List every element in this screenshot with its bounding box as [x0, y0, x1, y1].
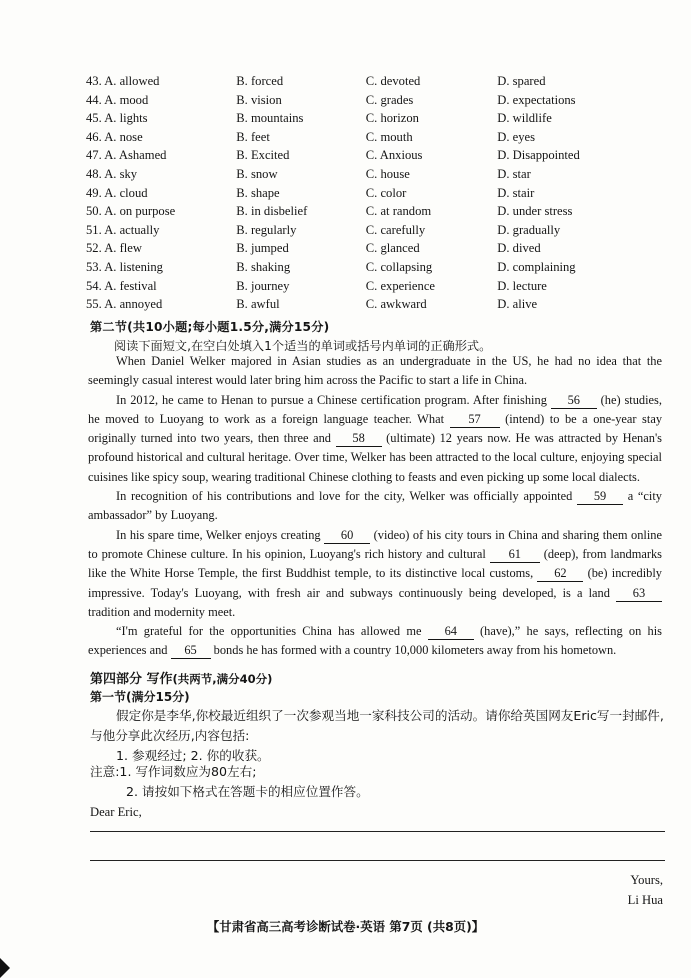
- option-item: D. gradually: [497, 222, 561, 237]
- option-item: 53. A. listening: [86, 259, 163, 274]
- cloze-passage: [88, 352, 662, 661]
- option-item: 45. A. lights: [86, 111, 148, 126]
- option-item: B. jumped: [236, 241, 289, 256]
- answer-options-table: [86, 72, 606, 314]
- blank-64: 64: [428, 624, 474, 640]
- writing-note-1: 注意:1. 写作词数应为80左右;: [90, 764, 257, 779]
- option-item: C. awkward: [365, 297, 427, 312]
- option-item: D. Disappointed: [497, 148, 580, 163]
- blank-58: 58: [336, 431, 382, 447]
- option-item: D. under stress: [497, 204, 573, 219]
- option-item: 44. A. mood: [86, 92, 149, 107]
- option-item: C. color: [365, 185, 407, 200]
- corner-registration-mark: [0, 958, 10, 978]
- section2-heading: 第二节(共10小题;每小题1.5分,满分15分): [90, 320, 330, 334]
- option-item: C. Anxious: [365, 148, 423, 163]
- option-item: 55. A. annoyed: [86, 297, 163, 312]
- option-item: 54. A. festival: [86, 278, 157, 293]
- passage-paragraph-2: In 2012, he came to Henan to pursue a Chinese certification program. After finishing 56 (he) studies, he moved to Luoyang to work as a foreign language teacher. What 57 (intend) to be a one-year stay originally turned into two years, then three and 58 (ultimate) 12 years now. He was attracted by Henan's profound historical and cultural heritage. Over time, Welker has been attracted to the local culture, enjoying special cuisines like spicy soup, wearing traditional Chinese clothing to feasts and even picking up some local dialects.: [88, 392, 663, 484]
- option-row: [86, 165, 606, 184]
- option-item: B. journey: [236, 278, 290, 293]
- passage-paragraph-3: In recognition of his contributions and love for the city, Welker was officially appointed 59 a “city ambassador” by Luoyang.: [88, 489, 663, 523]
- letter-greeting: Dear Eric,: [90, 805, 142, 819]
- option-item: B. vision: [236, 92, 282, 107]
- letter-closing: Yours,: [630, 873, 663, 887]
- option-item: B. Excited: [236, 148, 290, 163]
- blank-61: 61: [490, 547, 540, 563]
- blank-65: 65: [171, 643, 211, 659]
- option-item: C. at random: [365, 204, 432, 219]
- writing-task-prompt: 假定你是李华,你校最近组织了一次参观当地一家科技公司的活动。请你给英国网友Eric写一封邮件,与他分享此次经历,内容包括:: [90, 708, 664, 743]
- option-row: [86, 146, 606, 165]
- option-item: 52. A. flew: [86, 241, 142, 256]
- option-row: [86, 109, 606, 128]
- writing-task-points: 1. 参观经过; 2. 你的收获。: [116, 748, 270, 763]
- option-row: [86, 239, 606, 258]
- option-item: D. eyes: [497, 129, 536, 144]
- option-item: 46. A. nose: [86, 129, 143, 144]
- option-item: C. glanced: [365, 241, 420, 256]
- option-item: D. star: [497, 166, 531, 181]
- writing-task: [90, 706, 665, 766]
- part4-heading: [90, 668, 272, 687]
- option-item: D. dived: [497, 241, 541, 256]
- option-item: B. mountains: [236, 111, 304, 126]
- option-item: B. awful: [236, 297, 280, 312]
- option-item: B. in disbelief: [236, 204, 308, 219]
- option-item: D. complaining: [497, 259, 576, 274]
- answer-line: [90, 831, 665, 832]
- option-item: 48. A. sky: [86, 166, 138, 181]
- option-item: 47. A. Ashamed: [86, 148, 167, 163]
- option-item: 49. A. cloud: [86, 185, 148, 200]
- passage-paragraph-4: In his spare time, Welker enjoys creating 60 (video) of his city tours in China and sharing them online to promote Chinese culture. In his opinion, Luoyang's rich history and cultural 61 (deep), from landmarks like the White Horse Temple, the first Buddhist temple, to its distinctive local customs, 62 (be) incredibly impressive. Today's Luoyang, with fresh air and subways continuously being developed, is a land 63 tradition and modernity meet.: [88, 527, 662, 619]
- blank-60: 60: [324, 528, 370, 544]
- option-item: D. lecture: [497, 278, 547, 293]
- option-row: [86, 258, 606, 277]
- writing-note-2: 2. 请按如下格式在答题卡的相应位置作答。: [126, 784, 369, 799]
- blank-63: 63: [616, 586, 662, 602]
- blank-56: 56: [551, 393, 597, 409]
- option-item: C. carefully: [365, 222, 426, 237]
- option-row: [86, 221, 606, 240]
- answer-line: [90, 860, 665, 861]
- option-item: B. shaking: [236, 259, 291, 274]
- option-item: C. devoted: [365, 74, 421, 88]
- option-row: [86, 277, 606, 296]
- passage-paragraph-1: When Daniel Welker majored in Asian studies as an undergraduate in the US, he had no idea that the seemingly casual interest would later bring him across the Pacific to start a life in China.: [88, 354, 662, 388]
- blank-57: 57: [450, 412, 500, 428]
- option-row: [86, 184, 606, 203]
- letter-closing-block: [628, 870, 663, 910]
- option-item: D. stair: [497, 185, 535, 200]
- passage-paragraph-5: “I'm grateful for the opportunities China has allowed me 64 (have),” he says, reflecting on his experiences and 65 bonds he has formed with a country 10,000 kilometers away from his hometown.: [88, 624, 663, 658]
- option-row: [86, 202, 606, 221]
- part4-title: 第四部分 写作: [90, 672, 173, 687]
- option-item: C. experience: [365, 278, 435, 293]
- option-item: C. grades: [365, 92, 414, 107]
- letter-signature: Li Hua: [627, 893, 663, 907]
- writing-notes: [90, 762, 369, 802]
- part4-subtitle: (共两节,满分40分): [172, 672, 273, 686]
- option-item: C. collapsing: [365, 259, 433, 274]
- option-item: 50. A. on purpose: [86, 204, 176, 219]
- option-row: [86, 295, 606, 314]
- option-row: [86, 91, 606, 110]
- option-item: 51. A. actually: [86, 222, 160, 237]
- writing-section1-heading: 第一节(满分15分): [90, 690, 190, 704]
- option-item: B. snow: [236, 166, 278, 181]
- blank-62: 62: [537, 566, 583, 582]
- page-footer: 【甘肃省高三高考诊断试卷·英语 第7页 (共8页)】: [206, 919, 485, 934]
- section2-instruction: 阅读下面短文,在空白处填入1个适当的单词或括号内单词的正确形式。: [114, 339, 492, 353]
- option-item: 43. A. allowed: [86, 74, 160, 88]
- option-item: B. feet: [236, 129, 270, 144]
- option-item: C. mouth: [365, 129, 413, 144]
- blank-59: 59: [577, 489, 623, 505]
- option-item: B. shape: [236, 185, 280, 200]
- option-item: C. horizon: [365, 111, 419, 126]
- option-item: C. house: [365, 166, 410, 181]
- option-row: [86, 72, 606, 91]
- option-item: B. forced: [236, 74, 284, 88]
- option-item: D. wildlife: [497, 111, 552, 126]
- option-item: D. expectations: [497, 92, 576, 107]
- option-row: [86, 128, 606, 147]
- option-item: D. spared: [497, 74, 546, 88]
- option-item: D. alive: [497, 297, 538, 312]
- option-item: B. regularly: [236, 222, 297, 237]
